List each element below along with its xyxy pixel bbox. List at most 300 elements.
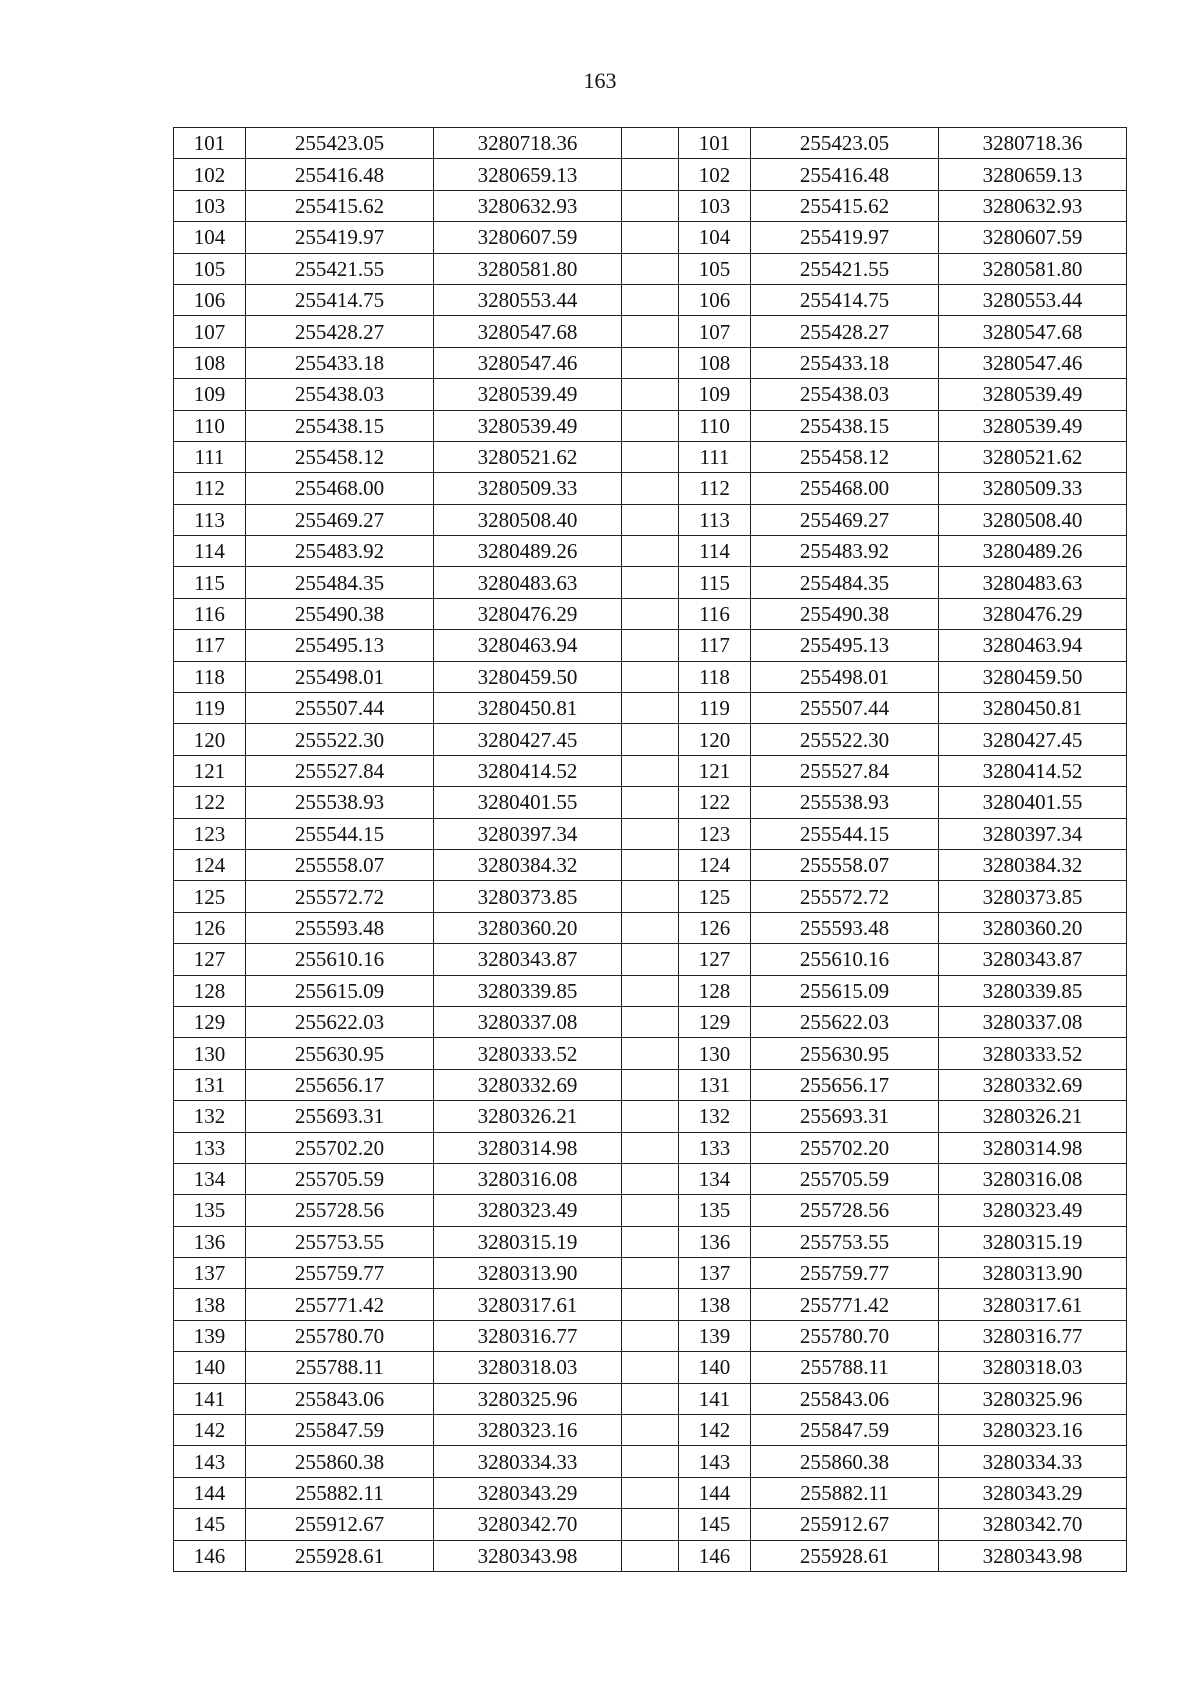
left-y-coordinate-cell: 3280397.34 bbox=[434, 818, 622, 849]
right-x-coordinate-cell: 255843.06 bbox=[751, 1383, 939, 1414]
separator-cell bbox=[622, 379, 679, 410]
left-y-coordinate-cell: 3280325.96 bbox=[434, 1383, 622, 1414]
right-y-coordinate-cell: 3280483.63 bbox=[939, 567, 1127, 598]
left-y-coordinate-cell: 3280317.61 bbox=[434, 1289, 622, 1320]
left-y-coordinate-cell: 3280476.29 bbox=[434, 598, 622, 629]
left-y-coordinate-cell: 3280539.49 bbox=[434, 410, 622, 441]
left-y-coordinate-cell: 3280632.93 bbox=[434, 190, 622, 221]
left-point-number-cell: 119 bbox=[174, 693, 246, 724]
right-x-coordinate-cell: 255438.03 bbox=[751, 379, 939, 410]
separator-cell bbox=[622, 253, 679, 284]
right-y-coordinate-cell: 3280509.33 bbox=[939, 473, 1127, 504]
left-x-coordinate-cell: 255771.42 bbox=[246, 1289, 434, 1320]
right-point-number-cell: 118 bbox=[679, 661, 751, 692]
table-row bbox=[174, 1226, 1127, 1257]
left-y-coordinate-cell: 3280521.62 bbox=[434, 441, 622, 472]
right-point-number-cell: 107 bbox=[679, 316, 751, 347]
coordinates-table-body bbox=[174, 128, 1127, 1572]
right-y-coordinate-cell: 3280476.29 bbox=[939, 598, 1127, 629]
separator-cell bbox=[622, 128, 679, 159]
table-row bbox=[174, 316, 1127, 347]
table-row bbox=[174, 787, 1127, 818]
right-point-number-cell: 121 bbox=[679, 755, 751, 786]
right-x-coordinate-cell: 255438.15 bbox=[751, 410, 939, 441]
left-x-coordinate-cell: 255469.27 bbox=[246, 504, 434, 535]
left-point-number-cell: 126 bbox=[174, 912, 246, 943]
right-point-number-cell: 140 bbox=[679, 1352, 751, 1383]
left-point-number-cell: 136 bbox=[174, 1226, 246, 1257]
left-point-number-cell: 142 bbox=[174, 1415, 246, 1446]
separator-cell bbox=[622, 661, 679, 692]
left-x-coordinate-cell: 255843.06 bbox=[246, 1383, 434, 1414]
right-y-coordinate-cell: 3280373.85 bbox=[939, 881, 1127, 912]
separator-cell bbox=[622, 755, 679, 786]
separator-cell bbox=[622, 1383, 679, 1414]
left-x-coordinate-cell: 255438.15 bbox=[246, 410, 434, 441]
separator-cell bbox=[622, 1226, 679, 1257]
left-x-coordinate-cell: 255788.11 bbox=[246, 1352, 434, 1383]
right-x-coordinate-cell: 255882.11 bbox=[751, 1477, 939, 1508]
left-y-coordinate-cell: 3280659.13 bbox=[434, 159, 622, 190]
right-point-number-cell: 104 bbox=[679, 222, 751, 253]
left-x-coordinate-cell: 255705.59 bbox=[246, 1163, 434, 1194]
right-y-coordinate-cell: 3280508.40 bbox=[939, 504, 1127, 535]
right-point-number-cell: 117 bbox=[679, 630, 751, 661]
left-point-number-cell: 145 bbox=[174, 1509, 246, 1540]
right-x-coordinate-cell: 255527.84 bbox=[751, 755, 939, 786]
separator-cell bbox=[622, 410, 679, 441]
right-x-coordinate-cell: 255693.31 bbox=[751, 1101, 939, 1132]
left-point-number-cell: 110 bbox=[174, 410, 246, 441]
left-y-coordinate-cell: 3280343.29 bbox=[434, 1477, 622, 1508]
right-point-number-cell: 145 bbox=[679, 1509, 751, 1540]
right-y-coordinate-cell: 3280547.68 bbox=[939, 316, 1127, 347]
left-y-coordinate-cell: 3280332.69 bbox=[434, 1069, 622, 1100]
separator-cell bbox=[622, 1132, 679, 1163]
separator-cell bbox=[622, 1446, 679, 1477]
separator-cell bbox=[622, 630, 679, 661]
table-row bbox=[174, 1352, 1127, 1383]
separator-cell bbox=[622, 849, 679, 880]
left-y-coordinate-cell: 3280313.90 bbox=[434, 1258, 622, 1289]
separator-cell bbox=[622, 787, 679, 818]
right-y-coordinate-cell: 3280360.20 bbox=[939, 912, 1127, 943]
right-x-coordinate-cell: 255458.12 bbox=[751, 441, 939, 472]
left-x-coordinate-cell: 255490.38 bbox=[246, 598, 434, 629]
table-row bbox=[174, 975, 1127, 1006]
table-row bbox=[174, 598, 1127, 629]
left-point-number-cell: 128 bbox=[174, 975, 246, 1006]
separator-cell bbox=[622, 316, 679, 347]
left-x-coordinate-cell: 255572.72 bbox=[246, 881, 434, 912]
separator-cell bbox=[622, 1289, 679, 1320]
right-y-coordinate-cell: 3280632.93 bbox=[939, 190, 1127, 221]
left-x-coordinate-cell: 255522.30 bbox=[246, 724, 434, 755]
right-y-coordinate-cell: 3280342.70 bbox=[939, 1509, 1127, 1540]
left-y-coordinate-cell: 3280553.44 bbox=[434, 284, 622, 315]
right-point-number-cell: 111 bbox=[679, 441, 751, 472]
right-y-coordinate-cell: 3280332.69 bbox=[939, 1069, 1127, 1100]
separator-cell bbox=[622, 441, 679, 472]
right-y-coordinate-cell: 3280539.49 bbox=[939, 379, 1127, 410]
table-row bbox=[174, 473, 1127, 504]
right-y-coordinate-cell: 3280659.13 bbox=[939, 159, 1127, 190]
left-point-number-cell: 135 bbox=[174, 1195, 246, 1226]
right-point-number-cell: 130 bbox=[679, 1038, 751, 1069]
left-point-number-cell: 118 bbox=[174, 661, 246, 692]
right-point-number-cell: 101 bbox=[679, 128, 751, 159]
left-y-coordinate-cell: 3280483.63 bbox=[434, 567, 622, 598]
right-point-number-cell: 119 bbox=[679, 693, 751, 724]
right-point-number-cell: 103 bbox=[679, 190, 751, 221]
right-y-coordinate-cell: 3280718.36 bbox=[939, 128, 1127, 159]
right-point-number-cell: 109 bbox=[679, 379, 751, 410]
left-x-coordinate-cell: 255615.09 bbox=[246, 975, 434, 1006]
left-y-coordinate-cell: 3280427.45 bbox=[434, 724, 622, 755]
right-x-coordinate-cell: 255498.01 bbox=[751, 661, 939, 692]
left-point-number-cell: 106 bbox=[174, 284, 246, 315]
separator-cell bbox=[622, 881, 679, 912]
right-y-coordinate-cell: 3280323.16 bbox=[939, 1415, 1127, 1446]
left-point-number-cell: 101 bbox=[174, 128, 246, 159]
table-row bbox=[174, 755, 1127, 786]
left-y-coordinate-cell: 3280333.52 bbox=[434, 1038, 622, 1069]
right-point-number-cell: 133 bbox=[679, 1132, 751, 1163]
right-y-coordinate-cell: 3280463.94 bbox=[939, 630, 1127, 661]
right-y-coordinate-cell: 3280326.21 bbox=[939, 1101, 1127, 1132]
left-x-coordinate-cell: 255928.61 bbox=[246, 1540, 434, 1571]
left-y-coordinate-cell: 3280547.46 bbox=[434, 347, 622, 378]
table-row bbox=[174, 1320, 1127, 1351]
left-x-coordinate-cell: 255527.84 bbox=[246, 755, 434, 786]
right-x-coordinate-cell: 255495.13 bbox=[751, 630, 939, 661]
right-point-number-cell: 106 bbox=[679, 284, 751, 315]
right-point-number-cell: 146 bbox=[679, 1540, 751, 1571]
right-x-coordinate-cell: 255522.30 bbox=[751, 724, 939, 755]
left-point-number-cell: 114 bbox=[174, 536, 246, 567]
left-point-number-cell: 130 bbox=[174, 1038, 246, 1069]
left-y-coordinate-cell: 3280581.80 bbox=[434, 253, 622, 284]
right-x-coordinate-cell: 255780.70 bbox=[751, 1320, 939, 1351]
right-point-number-cell: 114 bbox=[679, 536, 751, 567]
left-point-number-cell: 140 bbox=[174, 1352, 246, 1383]
left-x-coordinate-cell: 255912.67 bbox=[246, 1509, 434, 1540]
table-row bbox=[174, 630, 1127, 661]
left-y-coordinate-cell: 3280463.94 bbox=[434, 630, 622, 661]
left-point-number-cell: 141 bbox=[174, 1383, 246, 1414]
left-x-coordinate-cell: 255419.97 bbox=[246, 222, 434, 253]
table-row bbox=[174, 1163, 1127, 1194]
left-point-number-cell: 134 bbox=[174, 1163, 246, 1194]
right-y-coordinate-cell: 3280401.55 bbox=[939, 787, 1127, 818]
left-x-coordinate-cell: 255882.11 bbox=[246, 1477, 434, 1508]
left-y-coordinate-cell: 3280607.59 bbox=[434, 222, 622, 253]
separator-cell bbox=[622, 1258, 679, 1289]
table-row bbox=[174, 379, 1127, 410]
right-x-coordinate-cell: 255419.97 bbox=[751, 222, 939, 253]
table-row bbox=[174, 1477, 1127, 1508]
left-x-coordinate-cell: 255458.12 bbox=[246, 441, 434, 472]
separator-cell bbox=[622, 347, 679, 378]
left-point-number-cell: 146 bbox=[174, 1540, 246, 1571]
left-y-coordinate-cell: 3280337.08 bbox=[434, 1006, 622, 1037]
left-x-coordinate-cell: 255433.18 bbox=[246, 347, 434, 378]
left-point-number-cell: 104 bbox=[174, 222, 246, 253]
right-x-coordinate-cell: 255538.93 bbox=[751, 787, 939, 818]
left-x-coordinate-cell: 255558.07 bbox=[246, 849, 434, 880]
table-row bbox=[174, 1195, 1127, 1226]
left-x-coordinate-cell: 255728.56 bbox=[246, 1195, 434, 1226]
left-point-number-cell: 125 bbox=[174, 881, 246, 912]
left-x-coordinate-cell: 255498.01 bbox=[246, 661, 434, 692]
separator-cell bbox=[622, 944, 679, 975]
right-x-coordinate-cell: 255490.38 bbox=[751, 598, 939, 629]
right-point-number-cell: 139 bbox=[679, 1320, 751, 1351]
right-y-coordinate-cell: 3280427.45 bbox=[939, 724, 1127, 755]
left-x-coordinate-cell: 255593.48 bbox=[246, 912, 434, 943]
right-x-coordinate-cell: 255656.17 bbox=[751, 1069, 939, 1100]
left-point-number-cell: 138 bbox=[174, 1289, 246, 1320]
table-row bbox=[174, 253, 1127, 284]
right-y-coordinate-cell: 3280315.19 bbox=[939, 1226, 1127, 1257]
table-row bbox=[174, 693, 1127, 724]
table-row bbox=[174, 944, 1127, 975]
left-x-coordinate-cell: 255468.00 bbox=[246, 473, 434, 504]
right-point-number-cell: 122 bbox=[679, 787, 751, 818]
right-x-coordinate-cell: 255928.61 bbox=[751, 1540, 939, 1571]
right-point-number-cell: 129 bbox=[679, 1006, 751, 1037]
right-point-number-cell: 124 bbox=[679, 849, 751, 880]
left-y-coordinate-cell: 3280334.33 bbox=[434, 1446, 622, 1477]
left-y-coordinate-cell: 3280342.70 bbox=[434, 1509, 622, 1540]
table-row bbox=[174, 347, 1127, 378]
left-point-number-cell: 121 bbox=[174, 755, 246, 786]
right-y-coordinate-cell: 3280384.32 bbox=[939, 849, 1127, 880]
right-y-coordinate-cell: 3280539.49 bbox=[939, 410, 1127, 441]
right-y-coordinate-cell: 3280334.33 bbox=[939, 1446, 1127, 1477]
left-point-number-cell: 129 bbox=[174, 1006, 246, 1037]
table-row bbox=[174, 1509, 1127, 1540]
right-x-coordinate-cell: 255483.92 bbox=[751, 536, 939, 567]
right-y-coordinate-cell: 3280318.03 bbox=[939, 1352, 1127, 1383]
right-y-coordinate-cell: 3280547.46 bbox=[939, 347, 1127, 378]
left-y-coordinate-cell: 3280509.33 bbox=[434, 473, 622, 504]
left-x-coordinate-cell: 255421.55 bbox=[246, 253, 434, 284]
left-point-number-cell: 123 bbox=[174, 818, 246, 849]
separator-cell bbox=[622, 1352, 679, 1383]
left-y-coordinate-cell: 3280360.20 bbox=[434, 912, 622, 943]
table-row bbox=[174, 1540, 1127, 1571]
table-row bbox=[174, 159, 1127, 190]
right-y-coordinate-cell: 3280316.08 bbox=[939, 1163, 1127, 1194]
left-x-coordinate-cell: 255428.27 bbox=[246, 316, 434, 347]
left-x-coordinate-cell: 255483.92 bbox=[246, 536, 434, 567]
separator-cell bbox=[622, 912, 679, 943]
right-point-number-cell: 138 bbox=[679, 1289, 751, 1320]
page-number: 163 bbox=[583, 68, 617, 93]
right-point-number-cell: 136 bbox=[679, 1226, 751, 1257]
left-point-number-cell: 103 bbox=[174, 190, 246, 221]
right-x-coordinate-cell: 255484.35 bbox=[751, 567, 939, 598]
separator-cell bbox=[622, 1101, 679, 1132]
left-x-coordinate-cell: 255495.13 bbox=[246, 630, 434, 661]
left-point-number-cell: 120 bbox=[174, 724, 246, 755]
separator-cell bbox=[622, 693, 679, 724]
right-y-coordinate-cell: 3280414.52 bbox=[939, 755, 1127, 786]
right-point-number-cell: 108 bbox=[679, 347, 751, 378]
left-x-coordinate-cell: 255780.70 bbox=[246, 1320, 434, 1351]
table-row bbox=[174, 881, 1127, 912]
table-row bbox=[174, 1415, 1127, 1446]
right-x-coordinate-cell: 255468.00 bbox=[751, 473, 939, 504]
table-row bbox=[174, 724, 1127, 755]
table-row bbox=[174, 1383, 1127, 1414]
table-row bbox=[174, 1006, 1127, 1037]
left-x-coordinate-cell: 255847.59 bbox=[246, 1415, 434, 1446]
right-x-coordinate-cell: 255847.59 bbox=[751, 1415, 939, 1446]
right-point-number-cell: 137 bbox=[679, 1258, 751, 1289]
table-row bbox=[174, 1069, 1127, 1100]
right-x-coordinate-cell: 255593.48 bbox=[751, 912, 939, 943]
right-point-number-cell: 112 bbox=[679, 473, 751, 504]
coordinates-table bbox=[173, 127, 1127, 1572]
right-x-coordinate-cell: 255558.07 bbox=[751, 849, 939, 880]
right-x-coordinate-cell: 255423.05 bbox=[751, 128, 939, 159]
separator-cell bbox=[622, 1415, 679, 1446]
right-y-coordinate-cell: 3280325.96 bbox=[939, 1383, 1127, 1414]
right-x-coordinate-cell: 255615.09 bbox=[751, 975, 939, 1006]
left-y-coordinate-cell: 3280450.81 bbox=[434, 693, 622, 724]
table-row bbox=[174, 1289, 1127, 1320]
right-point-number-cell: 125 bbox=[679, 881, 751, 912]
right-x-coordinate-cell: 255702.20 bbox=[751, 1132, 939, 1163]
right-x-coordinate-cell: 255753.55 bbox=[751, 1226, 939, 1257]
left-point-number-cell: 131 bbox=[174, 1069, 246, 1100]
left-point-number-cell: 116 bbox=[174, 598, 246, 629]
table-row bbox=[174, 1101, 1127, 1132]
right-point-number-cell: 110 bbox=[679, 410, 751, 441]
left-y-coordinate-cell: 3280373.85 bbox=[434, 881, 622, 912]
right-point-number-cell: 115 bbox=[679, 567, 751, 598]
left-y-coordinate-cell: 3280315.19 bbox=[434, 1226, 622, 1257]
left-x-coordinate-cell: 255416.48 bbox=[246, 159, 434, 190]
right-y-coordinate-cell: 3280343.29 bbox=[939, 1477, 1127, 1508]
table-row bbox=[174, 849, 1127, 880]
right-point-number-cell: 120 bbox=[679, 724, 751, 755]
left-y-coordinate-cell: 3280508.40 bbox=[434, 504, 622, 535]
right-y-coordinate-cell: 3280581.80 bbox=[939, 253, 1127, 284]
separator-cell bbox=[622, 818, 679, 849]
right-y-coordinate-cell: 3280323.49 bbox=[939, 1195, 1127, 1226]
left-x-coordinate-cell: 255610.16 bbox=[246, 944, 434, 975]
separator-cell bbox=[622, 598, 679, 629]
left-point-number-cell: 107 bbox=[174, 316, 246, 347]
left-x-coordinate-cell: 255415.62 bbox=[246, 190, 434, 221]
left-point-number-cell: 102 bbox=[174, 159, 246, 190]
left-point-number-cell: 108 bbox=[174, 347, 246, 378]
separator-cell bbox=[622, 1477, 679, 1508]
separator-cell bbox=[622, 567, 679, 598]
left-x-coordinate-cell: 255423.05 bbox=[246, 128, 434, 159]
left-y-coordinate-cell: 3280316.77 bbox=[434, 1320, 622, 1351]
right-point-number-cell: 113 bbox=[679, 504, 751, 535]
left-x-coordinate-cell: 255702.20 bbox=[246, 1132, 434, 1163]
right-x-coordinate-cell: 255433.18 bbox=[751, 347, 939, 378]
right-x-coordinate-cell: 255728.56 bbox=[751, 1195, 939, 1226]
left-y-coordinate-cell: 3280339.85 bbox=[434, 975, 622, 1006]
separator-cell bbox=[622, 724, 679, 755]
right-x-coordinate-cell: 255414.75 bbox=[751, 284, 939, 315]
left-point-number-cell: 109 bbox=[174, 379, 246, 410]
right-point-number-cell: 135 bbox=[679, 1195, 751, 1226]
right-y-coordinate-cell: 3280337.08 bbox=[939, 1006, 1127, 1037]
right-y-coordinate-cell: 3280553.44 bbox=[939, 284, 1127, 315]
left-point-number-cell: 139 bbox=[174, 1320, 246, 1351]
right-y-coordinate-cell: 3280343.98 bbox=[939, 1540, 1127, 1571]
right-point-number-cell: 127 bbox=[679, 944, 751, 975]
right-point-number-cell: 142 bbox=[679, 1415, 751, 1446]
table-row bbox=[174, 1132, 1127, 1163]
separator-cell bbox=[622, 536, 679, 567]
left-x-coordinate-cell: 255759.77 bbox=[246, 1258, 434, 1289]
left-y-coordinate-cell: 3280489.26 bbox=[434, 536, 622, 567]
left-point-number-cell: 132 bbox=[174, 1101, 246, 1132]
separator-cell bbox=[622, 222, 679, 253]
separator-cell bbox=[622, 975, 679, 1006]
left-x-coordinate-cell: 255438.03 bbox=[246, 379, 434, 410]
separator-cell bbox=[622, 159, 679, 190]
left-point-number-cell: 111 bbox=[174, 441, 246, 472]
table-row bbox=[174, 1038, 1127, 1069]
right-y-coordinate-cell: 3280397.34 bbox=[939, 818, 1127, 849]
right-x-coordinate-cell: 255610.16 bbox=[751, 944, 939, 975]
right-y-coordinate-cell: 3280521.62 bbox=[939, 441, 1127, 472]
right-y-coordinate-cell: 3280459.50 bbox=[939, 661, 1127, 692]
left-x-coordinate-cell: 255753.55 bbox=[246, 1226, 434, 1257]
left-x-coordinate-cell: 255622.03 bbox=[246, 1006, 434, 1037]
right-x-coordinate-cell: 255788.11 bbox=[751, 1352, 939, 1383]
left-point-number-cell: 137 bbox=[174, 1258, 246, 1289]
separator-cell bbox=[622, 1509, 679, 1540]
right-y-coordinate-cell: 3280314.98 bbox=[939, 1132, 1127, 1163]
left-point-number-cell: 117 bbox=[174, 630, 246, 661]
right-point-number-cell: 144 bbox=[679, 1477, 751, 1508]
separator-cell bbox=[622, 1540, 679, 1571]
right-x-coordinate-cell: 255705.59 bbox=[751, 1163, 939, 1194]
left-y-coordinate-cell: 3280539.49 bbox=[434, 379, 622, 410]
right-point-number-cell: 128 bbox=[679, 975, 751, 1006]
left-y-coordinate-cell: 3280459.50 bbox=[434, 661, 622, 692]
right-point-number-cell: 126 bbox=[679, 912, 751, 943]
left-point-number-cell: 115 bbox=[174, 567, 246, 598]
left-point-number-cell: 122 bbox=[174, 787, 246, 818]
right-y-coordinate-cell: 3280313.90 bbox=[939, 1258, 1127, 1289]
right-y-coordinate-cell: 3280316.77 bbox=[939, 1320, 1127, 1351]
right-x-coordinate-cell: 255759.77 bbox=[751, 1258, 939, 1289]
separator-cell bbox=[622, 1069, 679, 1100]
left-y-coordinate-cell: 3280547.68 bbox=[434, 316, 622, 347]
right-y-coordinate-cell: 3280343.87 bbox=[939, 944, 1127, 975]
left-y-coordinate-cell: 3280316.08 bbox=[434, 1163, 622, 1194]
left-point-number-cell: 124 bbox=[174, 849, 246, 880]
left-point-number-cell: 113 bbox=[174, 504, 246, 535]
left-x-coordinate-cell: 255693.31 bbox=[246, 1101, 434, 1132]
right-y-coordinate-cell: 3280607.59 bbox=[939, 222, 1127, 253]
right-x-coordinate-cell: 255469.27 bbox=[751, 504, 939, 535]
right-point-number-cell: 134 bbox=[679, 1163, 751, 1194]
right-x-coordinate-cell: 255415.62 bbox=[751, 190, 939, 221]
left-y-coordinate-cell: 3280718.36 bbox=[434, 128, 622, 159]
